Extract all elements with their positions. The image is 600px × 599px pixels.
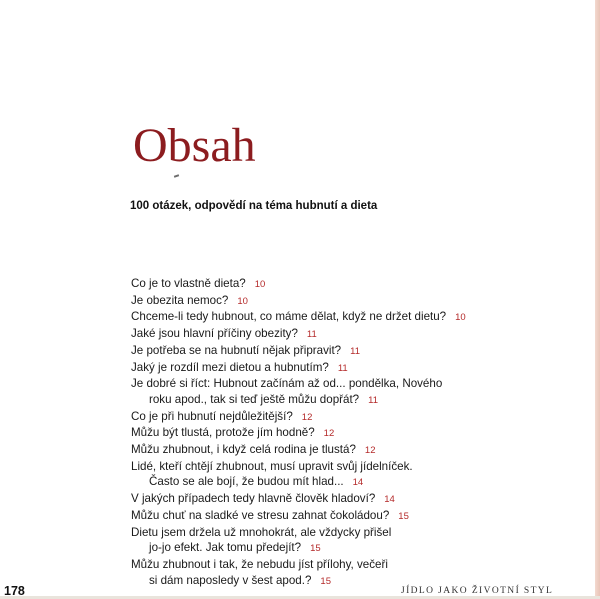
toc-page-number: 12 xyxy=(364,445,376,457)
toc-page-number: 11 xyxy=(368,394,379,406)
toc-page-number: 10 xyxy=(254,279,266,290)
toc-page-number: 11 xyxy=(306,329,317,341)
toc-entry-text xyxy=(131,409,461,426)
toc-page-number: 14 xyxy=(352,477,364,489)
scan-speck xyxy=(174,174,179,177)
toc-entry xyxy=(131,442,461,459)
table-of-contents xyxy=(131,276,466,589)
toc-entry-text xyxy=(131,309,466,326)
toc-entry xyxy=(131,343,461,360)
toc-entry-text xyxy=(131,276,461,293)
toc-entry-label: Můžu být tlustá, protože jím hodně? xyxy=(131,426,315,440)
toc-entry xyxy=(131,525,461,557)
toc-page-number: 14 xyxy=(384,494,395,506)
toc-page-number: 10 xyxy=(455,312,466,324)
toc-entry-label: Můžu zhubnout i tak, že nebudu jíst přílohy, večeři xyxy=(131,557,388,571)
toc-entry-label: Co je při hubnutí nejdůležitější? xyxy=(131,409,293,423)
toc-entry-text xyxy=(131,508,461,525)
section-subtitle: 100 otázek, odpovědí na téma hubnutí a dieta xyxy=(130,200,378,212)
toc-entry-text xyxy=(131,343,461,360)
toc-page-number: 12 xyxy=(323,428,335,440)
toc-entry-text xyxy=(131,442,461,459)
toc-entry-label: Jaké jsou hlavní příčiny obezity? xyxy=(131,327,298,341)
toc-page-number: 11 xyxy=(350,345,360,357)
toc-entry xyxy=(131,293,461,310)
toc-entry xyxy=(131,309,466,326)
toc-entry xyxy=(131,409,461,426)
toc-entry-text-continued xyxy=(131,474,461,491)
toc-entry xyxy=(131,376,461,408)
toc-page-number: 11 xyxy=(337,362,348,374)
toc-entry-label: Můžu chuť na sladké ve stresu zahnat čokoládou? xyxy=(131,508,390,522)
toc-entry-text-continued xyxy=(131,540,461,557)
toc-entry-label: Jaký je rozdíl mezi dietou a hubnutím? xyxy=(131,360,329,374)
toc-entry-label: Co je to vlastně dieta? xyxy=(131,277,246,290)
page-edge xyxy=(595,0,600,599)
folio-page-number: 178 xyxy=(4,584,25,598)
toc-entry xyxy=(131,459,461,491)
toc-entry-text xyxy=(131,376,461,392)
toc-entry-text-continued xyxy=(131,392,461,409)
toc-entry-label: Chceme-li tedy hubnout, co máme dělat, když ne držet dietu? xyxy=(131,310,447,324)
toc-entry xyxy=(131,508,461,525)
toc-entry-label: Je obezita nemoc? xyxy=(131,293,229,307)
toc-entry xyxy=(131,425,461,442)
toc-entry-label: Lidé, kteří chtějí zhubnout, musí upravit svůj jídelníček. xyxy=(131,459,413,473)
toc-entry-label: jo-jo efekt. Jak tomu předejít? xyxy=(149,541,302,555)
toc-entry-text xyxy=(131,425,461,442)
page-title: Obsah xyxy=(133,119,256,172)
running-head: JÍDLO JAKO ŽIVOTNÍ STYL xyxy=(401,586,554,596)
toc-entry-label: si dám naposledy v šest apod.? xyxy=(149,573,312,587)
toc-entry-label: Často se ale bojí, že budou mít hlad... xyxy=(149,475,344,489)
toc-entry-label: Je dobré si říct: Hubnout začínám až od... pondělka, Nového xyxy=(131,377,443,391)
toc-page-number: 15 xyxy=(320,575,331,587)
toc-page-number: 12 xyxy=(301,411,313,423)
toc-entry-text xyxy=(131,557,461,573)
toc-entry xyxy=(131,326,461,343)
toc-entry-text xyxy=(131,326,461,343)
toc-entry xyxy=(131,491,461,508)
toc-entry-text xyxy=(131,525,461,541)
toc-entry-label: Je potřeba se na hubnutí nějak připravit? xyxy=(131,343,342,357)
toc-page-number: 10 xyxy=(237,295,248,307)
toc-entry-text xyxy=(131,459,461,475)
toc-entry xyxy=(131,557,461,589)
toc-entry-label: Dietu jsem držela už mnohokrát, ale vždycky přišel xyxy=(131,525,392,539)
toc-entry-text xyxy=(131,360,461,377)
toc-entry-text xyxy=(131,293,461,310)
toc-entry-text xyxy=(131,491,461,508)
toc-entry-label: roku apod., tak si teď ještě můžu dopřát? xyxy=(149,392,360,406)
toc-entry-label: V jakých případech tedy hlavně člověk hladoví? xyxy=(131,492,376,506)
toc-page-number: 15 xyxy=(310,543,321,555)
toc-page-number: 15 xyxy=(398,510,409,522)
toc-entry xyxy=(131,276,461,293)
toc-entry-label: Můžu zhubnout, i když celá rodina je tlustá? xyxy=(131,443,356,457)
toc-entry xyxy=(131,360,461,377)
